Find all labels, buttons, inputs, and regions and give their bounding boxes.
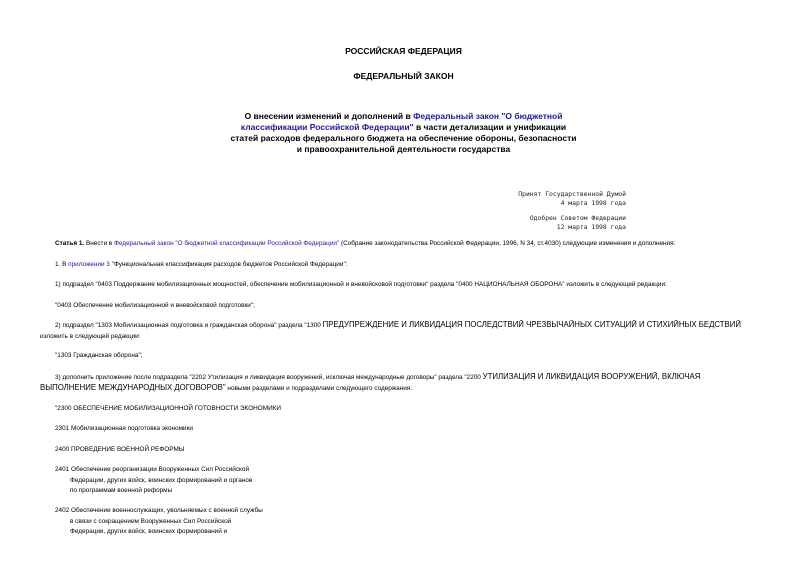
section-2402-line2: в связи с сокращением Вооруженных Сил Российской — [70, 517, 232, 525]
sub-item-1: 1) подраздел "0403 Поддержание мобилизационных мощностей, обеспечение мобилизационной и вневойсковой подготовки" раздела "0400 НАЦИОНАЛЬНАЯ ОБОРОНА" изложить в следующей редакции: — [55, 281, 667, 288]
council-approval-line1: Одобрен Советом Федерации — [529, 214, 626, 222]
council-approval-line2: 12 марта 1998 года — [556, 222, 626, 231]
section-2401 — [55, 465, 252, 497]
sub-item-3 — [55, 372, 775, 381]
section-2402-line3: Федерации, других войск, воинских формирований и — [70, 528, 228, 535]
section-2401-line2: Федерации, других войск, воинских формирований и органов — [70, 476, 253, 484]
title-prefix: О внесении изменений и дополнений в — [244, 111, 414, 121]
sub-item-3-caps: УТИЛИЗАЦИЯ И ЛИКВИДАЦИЯ ВООРУЖЕНИЙ, ВКЛЮЧАЯ — [482, 372, 701, 381]
sub-item-1-quote: "0403 Обеспечение мобилизационной и вневойсковой подготовки"; — [55, 302, 255, 309]
doc-type-heading: ФЕДЕРАЛЬНЫЙ ЗАКОН — [353, 71, 454, 81]
title-law-link[interactable]: Федеральный закон "О бюджетной классификации Российской Федерации" — [240, 111, 563, 132]
country-heading: РОССИЙСКАЯ ФЕДЕРАЦИЯ — [345, 46, 462, 56]
article-1 — [55, 240, 675, 247]
council-approval — [530, 214, 626, 231]
section-2301: 2301 Мобилизационная подготовка экономики — [55, 425, 193, 432]
sub-item-3-line2 — [40, 383, 412, 392]
article-1-law-link[interactable]: Федеральный закон "О бюджетной классификации Российской Федерации" — [113, 240, 340, 247]
sub-item-2-text: 2) подраздел "1303 Мобилизационная подготовка и гражданская оборона" раздела "1300 — [55, 322, 323, 329]
sub-item-3-line2-caps: ВЫПОЛНЕНИЕ МЕЖДУНАРОДНЫХ ДОГОВОРОВ" — [40, 383, 226, 392]
duma-adoption-line2: 4 марта 1998 года — [560, 198, 626, 207]
item-1-before: 1. В — [55, 261, 69, 268]
law-title — [230, 111, 577, 155]
section-2402-line1: 2402 Обеспечение военнослужащих, увольняемых с военной службы — [55, 507, 263, 514]
duma-adoption — [518, 190, 626, 207]
title-suffix: в части детализации и унификации статей расходов федерального бюджета на обеспечение обороны, безопасности и правоохранительной деятельности государства — [230, 122, 577, 154]
article-1-label: Статья 1. — [55, 240, 85, 247]
sub-item-3-text: 3) дополнить приложение после подраздела "2202 Утилизация и ликвидация вооружений, исключая международные договоры" раздела "2200 — [55, 374, 483, 381]
sub-item-2-caps: ПРЕДУПРЕЖДЕНИЕ И ЛИКВИДАЦИЯ ПОСЛЕДСТВИЙ ЧРЕЗВЫЧАЙНЫХ СИТУАЦИЙ И СТИХИЙНЫХ БЕДСТВИЙ — [322, 320, 741, 329]
sub-item-3-line2-text: новыми разделами и подразделами следующего содержания: — [225, 385, 413, 392]
item-1 — [55, 261, 348, 268]
duma-adoption-line1: Принят Государственной Думой — [518, 190, 626, 198]
item-1-after: "Функциональная классификация расходов бюджетов Российской Федерации": — [109, 261, 348, 268]
section-2401-line1: 2401 Обеспечение реорганизации Вооруженных Сил Российской — [55, 466, 250, 473]
sub-item-2-line2: изложить в следующей редакции: — [40, 333, 141, 340]
sub-item-2 — [55, 320, 775, 329]
section-2401-line3: по программам военной реформы — [70, 487, 173, 494]
section-2400: 2400 ПРОВЕДЕНИЕ ВОЕННОЙ РЕФОРМЫ — [55, 446, 185, 453]
appendix-3-link[interactable]: приложении 3 — [68, 261, 110, 268]
section-2402 — [55, 506, 263, 538]
article-1-text-after: (Собрание законодательства Российской Федерации, 1996, N 34, ст.4030) следующие изменения и дополнения: — [339, 240, 676, 247]
section-2300: "2300 ОБЕСПЕЧЕНИЕ МОБИЛИЗАЦИОННОЙ ГОТОВНОСТИ ЭКОНОМИКИ — [55, 405, 281, 412]
sub-item-2-quote: "1303 Гражданская оборона"; — [55, 352, 143, 359]
article-1-text-before: Внести в — [84, 240, 114, 247]
